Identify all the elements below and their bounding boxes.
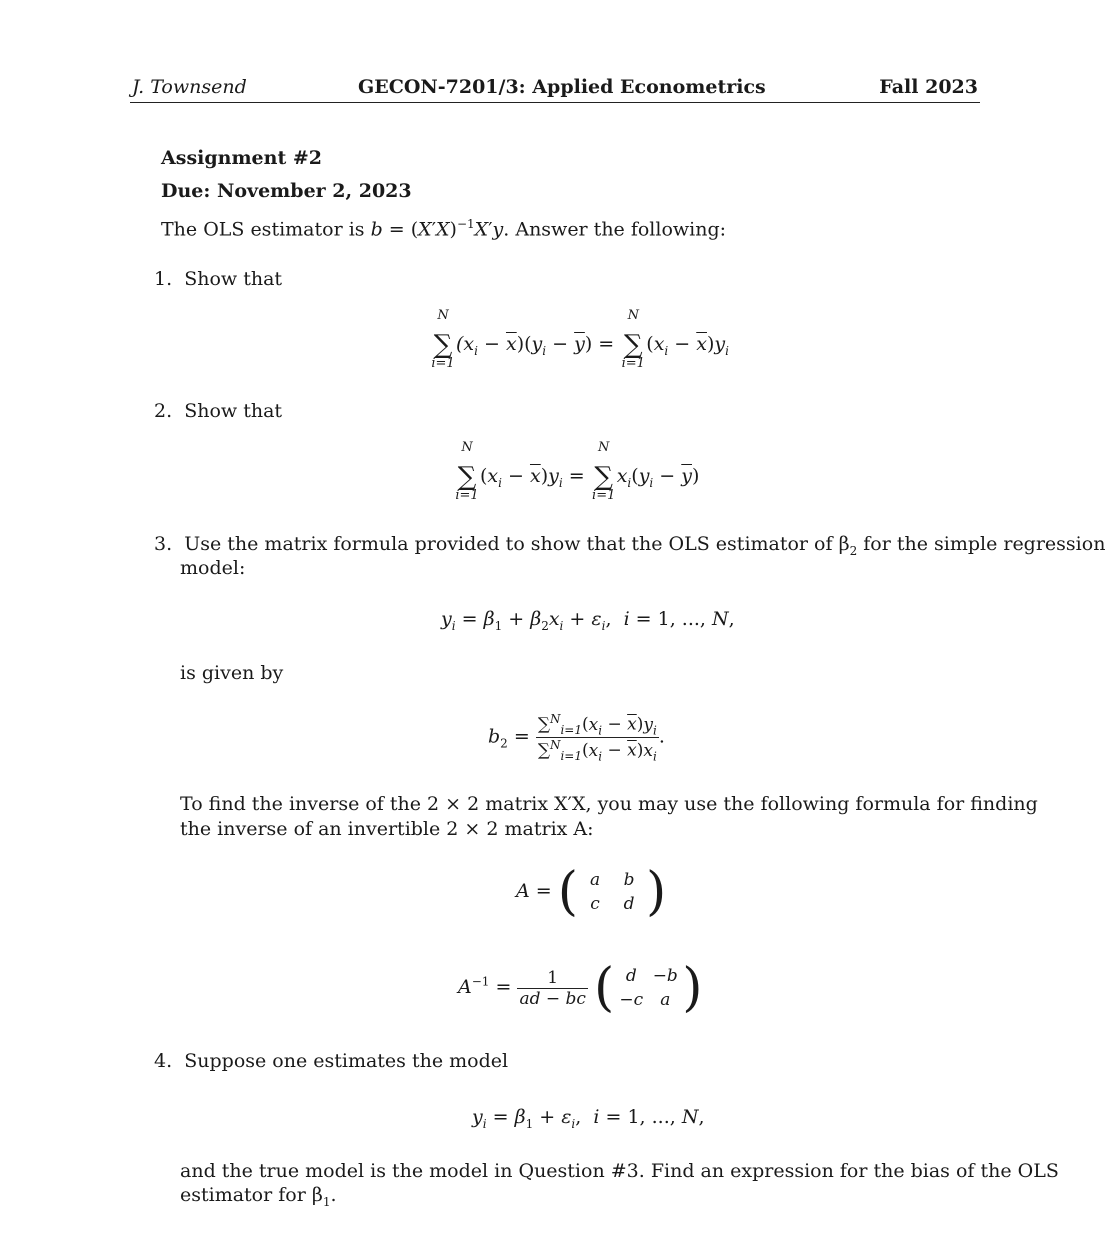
question-4-number: 4.: [154, 1050, 173, 1072]
b2-fraction: $\frac{\sum^N_{i=1}(x_i - \overline{x})y_i}{\sum^N_{i=1}(x_i - \overline{x})x_i}$: [537, 712, 657, 764]
equation-3-b2: $b_2$ = $\frac{\sum^N_{i=1}(x_i - \overline{x})y_i}{\sum^N_{i=1}(x_i - \overline{x})x_i}$ .: [488, 712, 665, 764]
question-2-label: [154, 399, 282, 424]
question-2-number: 2.: [154, 400, 173, 422]
matrix-a-equation: A = ( a b c d ): [516, 862, 667, 922]
assignment-title: Assignment #2: [161, 147, 322, 169]
question-4-text: Suppose one estimates the model: [184, 1050, 509, 1072]
sum-symbol: N ∑ i=1: [621, 308, 645, 371]
equation-2: N ∑ i=1 $(x_i - \overline{x})y_i$ = N ∑ i=1 $x_i(y_i - \overline{y})$: [455, 440, 700, 503]
term-label: Fall 2023: [879, 76, 978, 98]
sum-symbol: N ∑ i=1: [455, 440, 479, 503]
question-3-given-by: is given by: [180, 662, 284, 684]
question-3-line2: model:: [180, 557, 246, 579]
equation-1: N ∑ i=1 $(x_i - \overline{x})(y_i - \overline{y})$ = N ∑ i=1 $(x_i - \overline{x})y_i$: [431, 308, 729, 371]
question-3-line1: 3. Use the matrix formula provided to show that the OLS estimator of $\beta_2$ for the simple regression: [154, 533, 1105, 558]
question-4-after-line2: estimator for $\beta_1$.: [180, 1184, 337, 1209]
due-date: Due: November 2, 2023: [161, 180, 412, 202]
author-name: J. Townsend: [132, 76, 247, 98]
intro-post: . Answer the following:: [503, 218, 727, 241]
question-1-text: Show that: [184, 268, 283, 290]
intro-pre: The OLS estimator is: [161, 218, 371, 241]
question-3-inverse-line1: To find the inverse of the 2 × 2 matrix X′X, you may use the following formula for finding: [180, 793, 1038, 815]
sum-symbol: N ∑ i=1: [592, 440, 616, 503]
intro-text: The OLS estimator is $b = (X'X)^{-1}X'y$. Answer the following:: [161, 217, 727, 241]
inverse-fraction: $\frac{1}{ad - bc}$: [519, 967, 586, 1009]
question-4-after-line1: and the true model is the model in Question #3. Find an expression for the bias of the OLS: [180, 1160, 1059, 1182]
matrix-inverse: d −b −c a: [619, 966, 678, 1010]
sum-symbol: N ∑ i=1: [431, 308, 455, 371]
question-4-label: [154, 1049, 508, 1074]
equation-4-model: $y_i = \beta_1 + \varepsilon_i$, i = 1, ..., N,: [472, 1106, 705, 1131]
question-3-inverse-line2: the inverse of an invertible 2 × 2 matrix A:: [180, 818, 594, 840]
matrix-a: a b c d: [589, 870, 635, 914]
question-3-number: 3.: [154, 533, 173, 555]
question-1-number: 1.: [154, 268, 173, 290]
course-title: GECON-7201/3: Applied Econometrics: [358, 76, 766, 98]
question-1-label: [154, 267, 282, 292]
page-header: [130, 76, 980, 103]
equation-3-model: $y_i = \beta_1 + \beta_2x_i + \varepsilon_i$, i = 1, ..., N,: [441, 608, 735, 633]
matrix-inverse-equation: $A^{-1}$ = $\frac{1}{ad - bc}$ ( d −b −c a ): [458, 958, 703, 1018]
question-2-text: Show that: [184, 400, 283, 422]
